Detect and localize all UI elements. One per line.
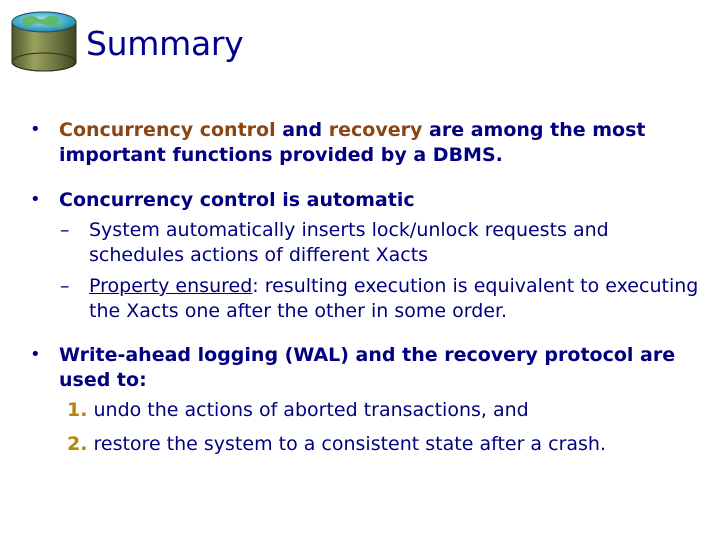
bullet-dot: • <box>30 189 41 210</box>
bullet-1 <box>28 118 708 168</box>
subitem-2 <box>28 274 708 324</box>
number-1: 1. <box>67 399 88 421</box>
bullet-3-text: Write-ahead logging (WAL) and the recovery protocol are used to: <box>59 344 676 391</box>
highlight-concurrency-control: Concurrency control <box>59 119 276 141</box>
numbered-item-1 <box>28 393 708 427</box>
bullet-2-text: Concurrency control is automatic <box>59 189 415 211</box>
bullet-dot: • <box>30 344 41 365</box>
bullet-dot: • <box>30 119 41 140</box>
page-title: Summary <box>86 24 244 63</box>
numbered-item-2 <box>28 427 708 461</box>
database-globe-icon <box>8 8 80 74</box>
dash-marker: – <box>60 219 70 241</box>
bullet-1-conj: and <box>275 119 329 141</box>
dash-marker: – <box>60 275 70 297</box>
bullet-2-subitems <box>28 218 708 324</box>
bullet-3 <box>28 343 708 393</box>
subitem-1 <box>28 218 708 268</box>
bullet-2 <box>28 188 708 213</box>
property-ensured-label: Property ensured <box>89 275 253 297</box>
bullet-1-text <box>59 118 708 168</box>
highlight-recovery: recovery <box>328 119 423 141</box>
slide-body <box>28 118 708 461</box>
bullet-1-rest: are among the most important functions provided by a DBMS. <box>59 119 646 166</box>
subitem-2-text: : resulting execution is equivalent to executing the Xacts one after the other in some order. <box>89 275 699 322</box>
numbered-item-2-text: restore the system to a consistent state after a crash. <box>87 433 607 455</box>
number-2: 2. <box>67 433 88 455</box>
bullet-3-numbered-list <box>28 393 708 461</box>
subitem-1-text: System automatically inserts lock/unlock requests and schedules actions of different Xacts <box>89 219 609 266</box>
numbered-item-1-text: undo the actions of aborted transactions, and <box>87 399 529 421</box>
